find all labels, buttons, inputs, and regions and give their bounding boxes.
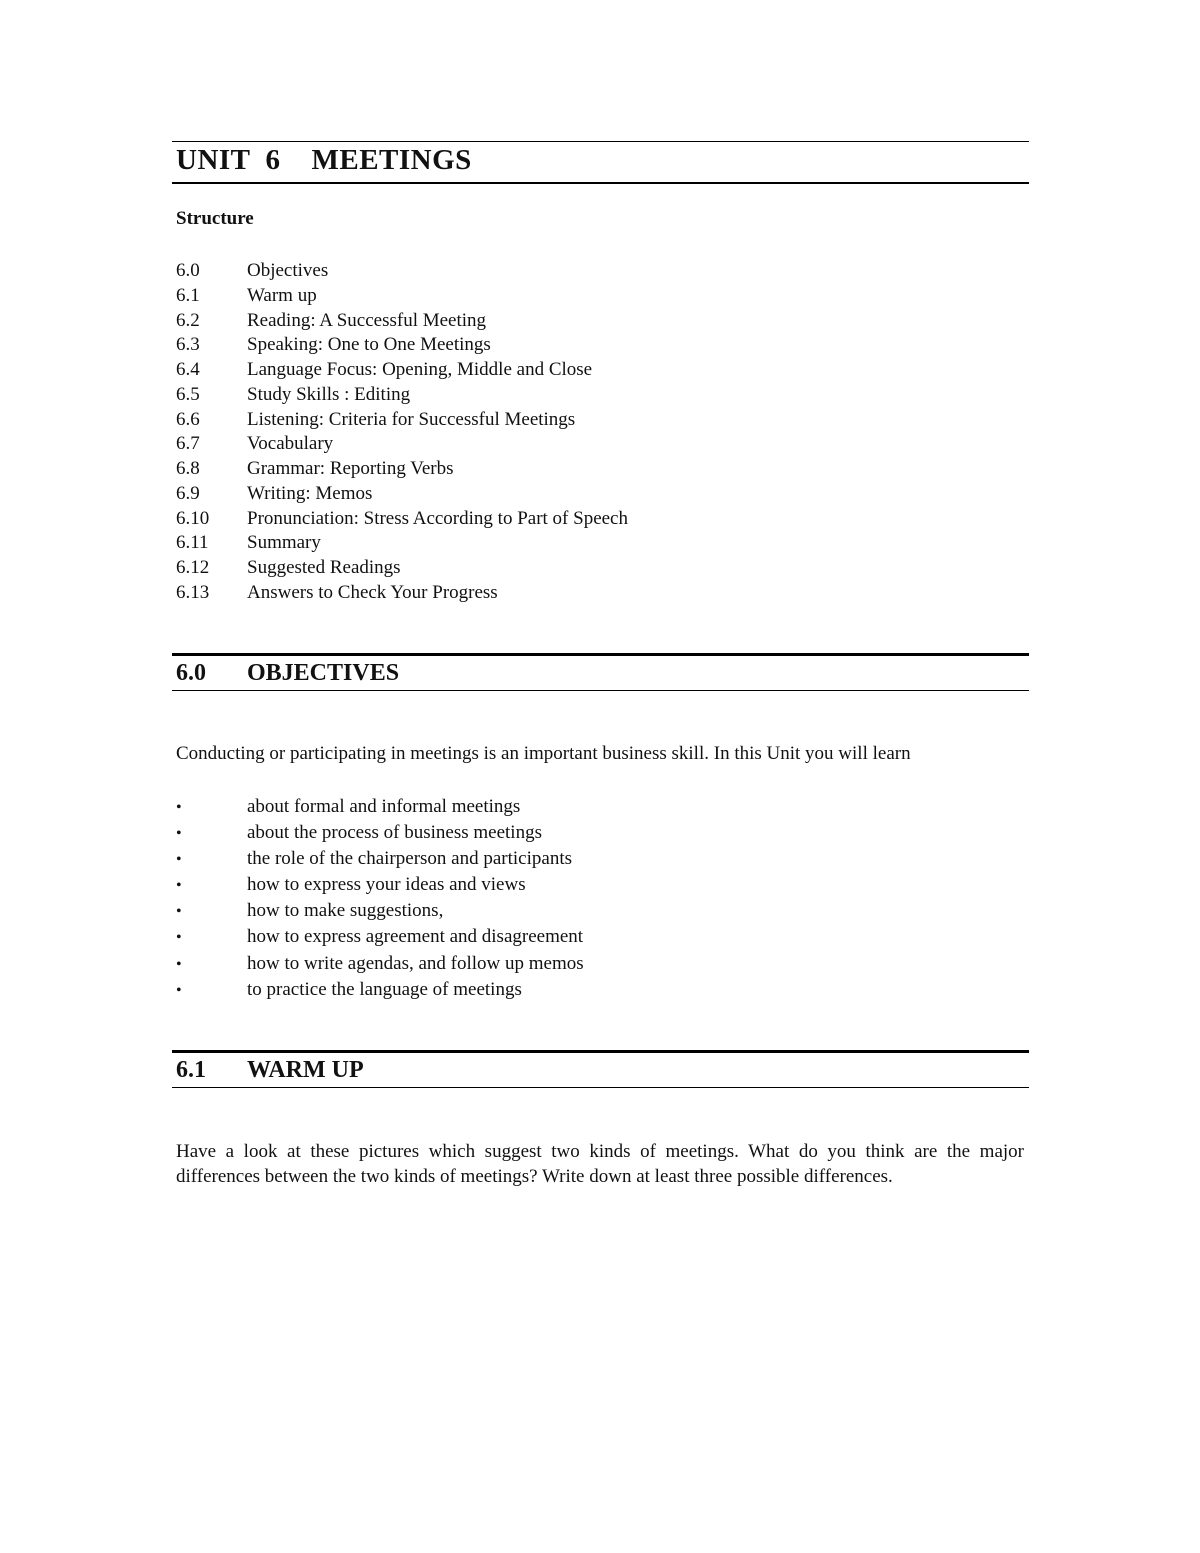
structure-item bbox=[176, 358, 628, 383]
structure-item-number: 6.5 bbox=[176, 383, 200, 405]
structure-item bbox=[176, 333, 628, 358]
structure-item-number: 6.10 bbox=[176, 507, 210, 529]
structure-item-label: Language Focus: Opening, Middle and Close bbox=[247, 359, 593, 380]
structure-item-label: Objectives bbox=[247, 260, 329, 281]
structure-item bbox=[176, 482, 628, 507]
bullet-icon: • bbox=[176, 877, 182, 895]
objectives-top-rule bbox=[172, 653, 1029, 656]
objective-text: to practice the language of meetings bbox=[247, 978, 522, 1000]
structure-item-label: Listening: Criteria for Successful Meetings bbox=[247, 408, 576, 430]
objective-text: how to write agendas, and follow up memos bbox=[247, 952, 584, 974]
structure-item bbox=[176, 383, 628, 408]
structure-item-label: Answers to Check Your Progress bbox=[247, 581, 498, 603]
objective-text: the role of the chairperson and participants bbox=[247, 848, 572, 870]
objective-item bbox=[176, 977, 584, 1003]
structure-item-number: 6.8 bbox=[176, 458, 200, 479]
structure-item-number: 6.9 bbox=[176, 482, 200, 504]
warm-up-top-rule bbox=[172, 1050, 1029, 1053]
structure-item-number: 6.2 bbox=[176, 309, 200, 331]
structure-item-label: Reading: A Successful Meeting bbox=[247, 309, 487, 331]
bullet-icon: • bbox=[176, 825, 182, 843]
structure-item bbox=[176, 408, 628, 433]
structure-item-number: 6.13 bbox=[176, 581, 210, 603]
structure-item bbox=[176, 581, 628, 606]
objective-text: about the process of business meetings bbox=[247, 822, 542, 844]
structure-item bbox=[176, 259, 628, 284]
objective-item bbox=[176, 872, 584, 898]
bullet-icon: • bbox=[176, 851, 182, 869]
structure-item-number: 6.12 bbox=[176, 557, 210, 578]
objective-item bbox=[176, 898, 584, 924]
structure-item-label: Study Skills : Editing bbox=[247, 383, 411, 405]
structure-item bbox=[176, 507, 628, 532]
structure-item bbox=[176, 309, 628, 334]
structure-item-number: 6.7 bbox=[176, 433, 200, 455]
bullet-icon: • bbox=[176, 981, 182, 999]
objectives-list bbox=[176, 794, 584, 1003]
structure-item-number: 6.4 bbox=[176, 359, 200, 380]
structure-item-number: 6.1 bbox=[176, 284, 200, 306]
structure-item-label: Summary bbox=[247, 532, 321, 554]
structure-item-label: Warm up bbox=[247, 284, 317, 306]
structure-item bbox=[176, 556, 628, 581]
structure-item-label: Vocabulary bbox=[247, 433, 334, 455]
objectives-section-number: 6.0 bbox=[176, 660, 206, 686]
objective-item bbox=[176, 846, 584, 872]
objective-text: how to make suggestions, bbox=[247, 900, 444, 922]
objective-item bbox=[176, 951, 584, 977]
structure-item-label: Suggested Readings bbox=[247, 557, 401, 578]
warm-up-section-title: WARM UP bbox=[247, 1057, 364, 1083]
objective-item bbox=[176, 820, 584, 846]
warm-up-section-number: 6.1 bbox=[176, 1057, 206, 1083]
structure-item-label: Pronunciation: Stress According to Part of Speech bbox=[247, 507, 628, 529]
structure-item-label: Writing: Memos bbox=[247, 482, 373, 504]
objective-text: how to express your ideas and views bbox=[247, 874, 526, 896]
structure-item bbox=[176, 432, 628, 457]
unit-title-bottom-rule bbox=[172, 182, 1029, 184]
objectives-section-title: OBJECTIVES bbox=[247, 660, 400, 686]
objective-item bbox=[176, 794, 584, 820]
structure-item bbox=[176, 457, 628, 482]
structure-label: Structure bbox=[176, 208, 254, 229]
bullet-icon: • bbox=[176, 955, 182, 973]
structure-item-label: Speaking: One to One Meetings bbox=[247, 334, 491, 356]
warm-up-heading bbox=[176, 1057, 364, 1084]
bullet-icon: • bbox=[176, 929, 182, 947]
bullet-icon: • bbox=[176, 903, 182, 921]
unit-title-top-rule bbox=[172, 141, 1029, 142]
bullet-icon: • bbox=[176, 799, 182, 816]
structure-item-number: 6.3 bbox=[176, 334, 200, 356]
objectives-heading bbox=[176, 660, 399, 687]
structure-item-number: 6.0 bbox=[176, 260, 200, 281]
structure-item-number: 6.11 bbox=[176, 532, 209, 554]
warm-up-bottom-rule bbox=[172, 1087, 1029, 1088]
structure-item-label: Grammar: Reporting Verbs bbox=[247, 458, 454, 479]
objective-text: about formal and informal meetings bbox=[247, 796, 521, 817]
structure-item bbox=[176, 284, 628, 309]
objective-item bbox=[176, 924, 584, 950]
objectives-intro: Conducting or participating in meetings is an important business skill. In this Unit you will learn bbox=[176, 743, 911, 764]
structure-item bbox=[176, 531, 628, 556]
unit-title: UNIT 6 MEETINGS bbox=[176, 144, 472, 176]
warm-up-text: Have a look at these pictures which suggest two kinds of meetings. What do you think are the major differences between the two kinds of meetings? Write down at least three possible differences. bbox=[176, 1141, 1024, 1187]
structure-item-number: 6.6 bbox=[176, 408, 200, 430]
structure-list bbox=[176, 259, 628, 606]
objectives-bottom-rule bbox=[172, 690, 1029, 691]
objective-text: how to express agreement and disagreement bbox=[247, 926, 584, 948]
